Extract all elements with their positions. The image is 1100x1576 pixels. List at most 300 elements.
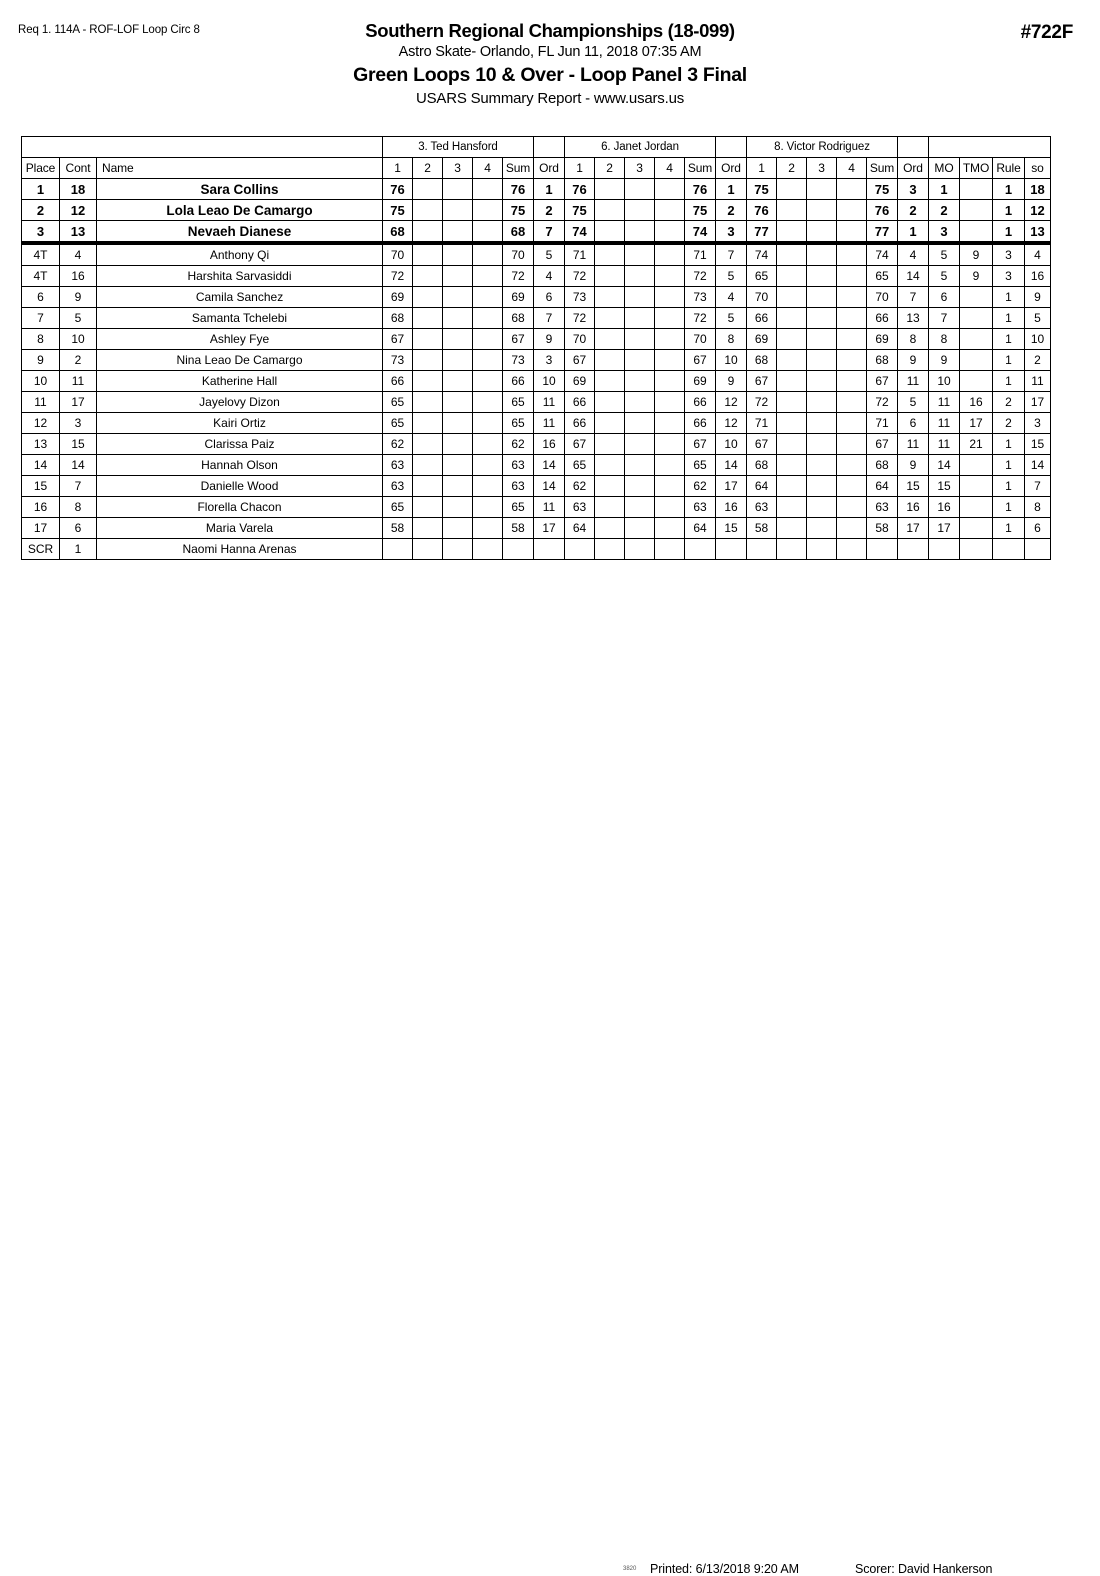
cell-name: Kairi Ortiz <box>97 413 383 434</box>
cell-j3-ord: 8 <box>898 329 929 350</box>
cell-j2-ord: 10 <box>716 434 747 455</box>
table-row[interactable] <box>22 518 1051 539</box>
cell-rule: 1 <box>993 434 1025 455</box>
cell-j2-s4 <box>655 243 685 266</box>
cell-rule: 1 <box>993 308 1025 329</box>
cell-j2-s3 <box>625 243 655 266</box>
cell-j2-s3 <box>625 539 655 560</box>
page-footer <box>0 780 1100 1576</box>
cell-place: 8 <box>22 329 60 350</box>
cell-j3-sum: 68 <box>867 350 898 371</box>
cell-j3-s3 <box>807 518 837 539</box>
cell-j2-s4 <box>655 434 685 455</box>
cell-j3-s3 <box>807 434 837 455</box>
cell-j2-s2 <box>595 287 625 308</box>
cell-j2-s3 <box>625 455 655 476</box>
table-row[interactable] <box>22 179 1051 200</box>
cell-j3-s1: 68 <box>747 455 777 476</box>
cell-j3-ord <box>898 539 929 560</box>
judge-panel-3: 8. Victor Rodriguez <box>747 137 898 158</box>
header-j3-ord: Ord <box>898 158 929 179</box>
cell-j2-sum: 69 <box>685 371 716 392</box>
cell-place: 4T <box>22 266 60 287</box>
cell-j2-s2 <box>595 329 625 350</box>
cell-j3-s3 <box>807 455 837 476</box>
cell-j1-s3 <box>443 392 473 413</box>
cell-j1-ord: 11 <box>534 392 565 413</box>
cell-j3-ord: 1 <box>898 221 929 244</box>
cell-tmo <box>960 476 993 497</box>
table-row[interactable] <box>22 434 1051 455</box>
printed-timestamp: Printed: 6/13/2018 9:20 AM <box>650 1562 799 1576</box>
cell-rule: 1 <box>993 287 1025 308</box>
cell-j3-sum: 77 <box>867 221 898 244</box>
cell-j3-s1: 72 <box>747 392 777 413</box>
cell-j2-sum: 66 <box>685 392 716 413</box>
header-j1-s1: 1 <box>383 158 413 179</box>
cell-j1-s1: 76 <box>383 179 413 200</box>
cell-name: Lola Leao De Camargo <box>97 200 383 221</box>
cell-j3-ord: 17 <box>898 518 929 539</box>
cell-j1-ord: 11 <box>534 497 565 518</box>
cell-cont: 9 <box>60 287 97 308</box>
cell-j2-s3 <box>625 476 655 497</box>
table-row[interactable] <box>22 329 1051 350</box>
cell-j3-ord: 4 <box>898 243 929 266</box>
cell-place: 1 <box>22 179 60 200</box>
cell-j1-s4 <box>473 413 503 434</box>
page-header <box>0 0 1100 118</box>
cell-so <box>1025 539 1051 560</box>
cell-j3-sum: 76 <box>867 200 898 221</box>
cell-j1-ord: 7 <box>534 221 565 244</box>
cell-j3-ord: 6 <box>898 413 929 434</box>
header-j1-s4: 4 <box>473 158 503 179</box>
cell-so: 4 <box>1025 243 1051 266</box>
cell-j1-s1: 66 <box>383 371 413 392</box>
cell-tmo <box>960 350 993 371</box>
judge-row-spacer-left <box>22 137 383 158</box>
header-mo: MO <box>929 158 960 179</box>
cell-j3-sum: 74 <box>867 243 898 266</box>
cell-j3-s1: 74 <box>747 243 777 266</box>
cell-mo: 16 <box>929 497 960 518</box>
cell-j3-s1: 69 <box>747 329 777 350</box>
cell-j1-s2 <box>413 518 443 539</box>
cell-j2-s1: 64 <box>565 518 595 539</box>
cell-j1-s1: 72 <box>383 266 413 287</box>
cell-j3-s1 <box>747 539 777 560</box>
cell-j3-ord: 9 <box>898 455 929 476</box>
cell-j1-s4 <box>473 308 503 329</box>
cell-j3-s4 <box>837 221 867 244</box>
cell-j1-s2 <box>413 392 443 413</box>
cell-j1-ord: 5 <box>534 243 565 266</box>
cell-j2-sum: 75 <box>685 200 716 221</box>
cell-j1-s4 <box>473 221 503 244</box>
table-head <box>22 137 1051 179</box>
cell-j2-sum: 66 <box>685 413 716 434</box>
cell-j3-ord: 11 <box>898 371 929 392</box>
cell-j2-s2 <box>595 476 625 497</box>
cell-j3-s3 <box>807 371 837 392</box>
cell-j1-s3 <box>443 476 473 497</box>
cell-j3-s3 <box>807 350 837 371</box>
cell-j3-s2 <box>777 200 807 221</box>
cell-j1-sum: 73 <box>503 350 534 371</box>
cell-rule: 1 <box>993 518 1025 539</box>
cell-name: Danielle Wood <box>97 476 383 497</box>
header-j2-ord: Ord <box>716 158 747 179</box>
cell-tmo <box>960 455 993 476</box>
cell-j3-s2 <box>777 179 807 200</box>
cell-j1-ord: 1 <box>534 179 565 200</box>
cell-rule <box>993 539 1025 560</box>
header-j2-s3: 3 <box>625 158 655 179</box>
cell-j3-s1: 58 <box>747 518 777 539</box>
cell-j3-s2 <box>777 518 807 539</box>
cell-name: Ashley Fye <box>97 329 383 350</box>
table-row[interactable] <box>22 539 1051 560</box>
cell-j1-sum: 63 <box>503 455 534 476</box>
cell-j1-s2 <box>413 287 443 308</box>
cell-tmo <box>960 179 993 200</box>
cell-rule: 1 <box>993 455 1025 476</box>
cell-tmo <box>960 371 993 392</box>
header-j1-s3: 3 <box>443 158 473 179</box>
cell-j1-s2 <box>413 350 443 371</box>
cell-j3-s2 <box>777 371 807 392</box>
cell-j1-s2 <box>413 371 443 392</box>
cell-name: Clarissa Paiz <box>97 434 383 455</box>
header-j2-sum: Sum <box>685 158 716 179</box>
cell-j2-s4 <box>655 371 685 392</box>
cell-j3-ord: 11 <box>898 434 929 455</box>
cell-place: 16 <box>22 497 60 518</box>
cell-so: 13 <box>1025 221 1051 244</box>
cell-j1-ord: 4 <box>534 266 565 287</box>
cell-j3-s2 <box>777 476 807 497</box>
cell-tmo: 21 <box>960 434 993 455</box>
table-row[interactable] <box>22 266 1051 287</box>
cell-j3-s1: 75 <box>747 179 777 200</box>
cell-cont: 16 <box>60 266 97 287</box>
cell-j3-s4 <box>837 434 867 455</box>
cell-j2-sum: 71 <box>685 243 716 266</box>
cell-j1-s4 <box>473 287 503 308</box>
cell-j3-s1: 64 <box>747 476 777 497</box>
cell-j3-s4 <box>837 350 867 371</box>
cell-j3-sum: 66 <box>867 308 898 329</box>
cell-j2-s2 <box>595 497 625 518</box>
cell-j3-s1: 70 <box>747 287 777 308</box>
cell-j2-s3 <box>625 497 655 518</box>
table-row[interactable] <box>22 413 1051 434</box>
cell-j1-ord <box>534 539 565 560</box>
cell-j3-s2 <box>777 434 807 455</box>
cell-j1-sum: 66 <box>503 371 534 392</box>
cell-j3-s2 <box>777 221 807 244</box>
cell-place: 4T <box>22 243 60 266</box>
cell-j3-s1: 77 <box>747 221 777 244</box>
cell-j2-ord: 16 <box>716 497 747 518</box>
cell-j1-s3 <box>443 221 473 244</box>
header-j3-sum: Sum <box>867 158 898 179</box>
cell-j3-sum: 65 <box>867 266 898 287</box>
cell-j2-s2 <box>595 434 625 455</box>
cell-mo <box>929 539 960 560</box>
cell-j3-s1: 63 <box>747 497 777 518</box>
cell-name: Katherine Hall <box>97 371 383 392</box>
cell-j2-s4 <box>655 497 685 518</box>
cell-j3-s3 <box>807 413 837 434</box>
cell-place: 7 <box>22 308 60 329</box>
event-title: Green Loops 10 & Over - Loop Panel 3 Final <box>353 64 747 86</box>
cell-j3-sum: 69 <box>867 329 898 350</box>
cell-j1-ord: 9 <box>534 329 565 350</box>
table-row[interactable] <box>22 371 1051 392</box>
cell-j3-sum: 67 <box>867 371 898 392</box>
results-table <box>21 136 1051 560</box>
cell-j2-s1: 66 <box>565 413 595 434</box>
cell-j3-s3 <box>807 287 837 308</box>
cell-j3-s3 <box>807 539 837 560</box>
table-row[interactable] <box>22 392 1051 413</box>
cell-j2-s2 <box>595 200 625 221</box>
cell-j3-s1: 66 <box>747 308 777 329</box>
cell-j3-ord: 2 <box>898 200 929 221</box>
cell-j1-s2 <box>413 308 443 329</box>
cell-j3-s3 <box>807 392 837 413</box>
header-j2-s1: 1 <box>565 158 595 179</box>
cell-rule: 3 <box>993 266 1025 287</box>
cell-j2-s2 <box>595 539 625 560</box>
cell-j1-s1: 63 <box>383 476 413 497</box>
header-tmo: TMO <box>960 158 993 179</box>
cell-j3-ord: 14 <box>898 266 929 287</box>
cell-j2-s3 <box>625 221 655 244</box>
cell-place: 12 <box>22 413 60 434</box>
cell-j2-ord: 7 <box>716 243 747 266</box>
cell-j3-s4 <box>837 518 867 539</box>
cell-j2-s3 <box>625 371 655 392</box>
cell-j2-s3 <box>625 350 655 371</box>
cell-j1-s1: 63 <box>383 455 413 476</box>
cell-j1-s2 <box>413 434 443 455</box>
cell-place: 15 <box>22 476 60 497</box>
table-row[interactable] <box>22 476 1051 497</box>
cell-cont: 13 <box>60 221 97 244</box>
cell-j2-s2 <box>595 308 625 329</box>
cell-mo: 15 <box>929 476 960 497</box>
cell-place: 13 <box>22 434 60 455</box>
cell-j1-s1: 65 <box>383 392 413 413</box>
cell-j2-s1: 72 <box>565 266 595 287</box>
cell-j1-s3 <box>443 287 473 308</box>
cell-j2-ord: 1 <box>716 179 747 200</box>
cell-j3-s4 <box>837 476 867 497</box>
cell-j2-s3 <box>625 392 655 413</box>
table-row[interactable] <box>22 308 1051 329</box>
cell-mo: 11 <box>929 434 960 455</box>
cell-rule: 1 <box>993 371 1025 392</box>
cell-j3-s2 <box>777 392 807 413</box>
cell-j2-ord: 10 <box>716 350 747 371</box>
table-row[interactable] <box>22 200 1051 221</box>
cell-j1-sum: 58 <box>503 518 534 539</box>
cell-cont: 17 <box>60 392 97 413</box>
cell-j3-sum: 72 <box>867 392 898 413</box>
results-table-wrapper <box>21 136 1051 560</box>
cell-mo: 5 <box>929 266 960 287</box>
judge-row-spacer-ord-2 <box>716 137 747 158</box>
cell-j3-s1: 71 <box>747 413 777 434</box>
cell-j1-s2 <box>413 455 443 476</box>
cell-j1-s4 <box>473 179 503 200</box>
cell-name: Nina Leao De Camargo <box>97 350 383 371</box>
cell-j1-s2 <box>413 266 443 287</box>
table-row[interactable] <box>22 221 1051 244</box>
cell-j2-s4 <box>655 476 685 497</box>
judge-row-spacer-ord-3 <box>898 137 929 158</box>
cell-place: 10 <box>22 371 60 392</box>
cell-rule: 3 <box>993 243 1025 266</box>
header-j3-s1: 1 <box>747 158 777 179</box>
cell-rule: 1 <box>993 221 1025 244</box>
cell-j2-s1: 62 <box>565 476 595 497</box>
column-header-row <box>22 158 1051 179</box>
cell-j3-s4 <box>837 179 867 200</box>
cell-j3-s4 <box>837 371 867 392</box>
cell-j1-s3 <box>443 455 473 476</box>
cell-so: 5 <box>1025 308 1051 329</box>
cell-j2-s4 <box>655 455 685 476</box>
cell-j3-s2 <box>777 243 807 266</box>
cell-j1-ord: 14 <box>534 476 565 497</box>
cell-j3-s4 <box>837 200 867 221</box>
cell-j2-sum: 67 <box>685 350 716 371</box>
cell-j1-s1: 62 <box>383 434 413 455</box>
cell-place: SCR <box>22 539 60 560</box>
cell-j3-s1: 67 <box>747 434 777 455</box>
cell-j1-sum: 65 <box>503 497 534 518</box>
cell-name: Naomi Hanna Arenas <box>97 539 383 560</box>
table-row[interactable] <box>22 455 1051 476</box>
cell-cont: 18 <box>60 179 97 200</box>
cell-so: 17 <box>1025 392 1051 413</box>
cell-so: 16 <box>1025 266 1051 287</box>
cell-j1-s3 <box>443 371 473 392</box>
cell-j2-s1: 67 <box>565 350 595 371</box>
table-row[interactable] <box>22 497 1051 518</box>
cell-j1-s1: 68 <box>383 308 413 329</box>
cell-rule: 2 <box>993 413 1025 434</box>
cell-j2-s3 <box>625 308 655 329</box>
cell-j2-s4 <box>655 287 685 308</box>
cell-j1-s2 <box>413 476 443 497</box>
header-so: so <box>1025 158 1051 179</box>
cell-j1-s4 <box>473 350 503 371</box>
cell-name: Sara Collins <box>97 179 383 200</box>
cell-j1-s1: 68 <box>383 221 413 244</box>
cell-so: 11 <box>1025 371 1051 392</box>
header-j2-s2: 2 <box>595 158 625 179</box>
cell-mo: 10 <box>929 371 960 392</box>
cell-j2-s1: 73 <box>565 287 595 308</box>
cell-j1-s3 <box>443 539 473 560</box>
cell-j1-s4 <box>473 266 503 287</box>
footer-code-stamp: 3820 <box>623 1566 637 1572</box>
cell-j2-sum <box>685 539 716 560</box>
cell-j1-s2 <box>413 243 443 266</box>
cell-cont: 12 <box>60 200 97 221</box>
header-cont: Cont <box>60 158 97 179</box>
cell-j1-s2 <box>413 179 443 200</box>
table-row[interactable] <box>22 287 1051 308</box>
cell-j2-sum: 72 <box>685 308 716 329</box>
cell-name: Maria Varela <box>97 518 383 539</box>
cell-j2-s2 <box>595 243 625 266</box>
cell-j2-sum: 70 <box>685 329 716 350</box>
cell-j2-sum: 67 <box>685 434 716 455</box>
cell-j1-ord: 10 <box>534 371 565 392</box>
cell-j3-s4 <box>837 413 867 434</box>
cell-j3-sum: 67 <box>867 434 898 455</box>
judge-panel-2: 6. Janet Jordan <box>565 137 716 158</box>
cell-j2-s4 <box>655 221 685 244</box>
table-row[interactable] <box>22 350 1051 371</box>
cell-cont: 4 <box>60 243 97 266</box>
header-j1-s2: 2 <box>413 158 443 179</box>
cell-j3-s1: 76 <box>747 200 777 221</box>
header-j1-ord: Ord <box>534 158 565 179</box>
cell-j3-ord: 5 <box>898 392 929 413</box>
cell-j1-s4 <box>473 392 503 413</box>
cell-j1-s2 <box>413 200 443 221</box>
table-row[interactable] <box>22 243 1051 266</box>
cell-rule: 1 <box>993 200 1025 221</box>
cell-cont: 8 <box>60 497 97 518</box>
header-j3-s4: 4 <box>837 158 867 179</box>
cell-j2-s1: 75 <box>565 200 595 221</box>
cell-j3-s2 <box>777 266 807 287</box>
cell-j1-s1: 70 <box>383 243 413 266</box>
cell-tmo: 17 <box>960 413 993 434</box>
cell-cont: 6 <box>60 518 97 539</box>
cell-cont: 5 <box>60 308 97 329</box>
cell-j1-s3 <box>443 179 473 200</box>
judge-panel-1: 3. Ted Hansford <box>383 137 534 158</box>
cell-j2-sum: 62 <box>685 476 716 497</box>
cell-j2-s3 <box>625 179 655 200</box>
cell-j1-s2 <box>413 539 443 560</box>
cell-j3-s4 <box>837 497 867 518</box>
cell-j3-s3 <box>807 476 837 497</box>
cell-j2-s4 <box>655 200 685 221</box>
cell-j3-s4 <box>837 308 867 329</box>
cell-j2-s2 <box>595 413 625 434</box>
header-j1-sum: Sum <box>503 158 534 179</box>
cell-j1-s1: 65 <box>383 497 413 518</box>
cell-j2-s4 <box>655 179 685 200</box>
cell-j3-s3 <box>807 221 837 244</box>
cell-place: 6 <box>22 287 60 308</box>
cell-j3-sum: 71 <box>867 413 898 434</box>
cell-j2-s1: 70 <box>565 329 595 350</box>
cell-j3-s2 <box>777 308 807 329</box>
cell-j2-s1: 66 <box>565 392 595 413</box>
cell-j2-sum: 63 <box>685 497 716 518</box>
